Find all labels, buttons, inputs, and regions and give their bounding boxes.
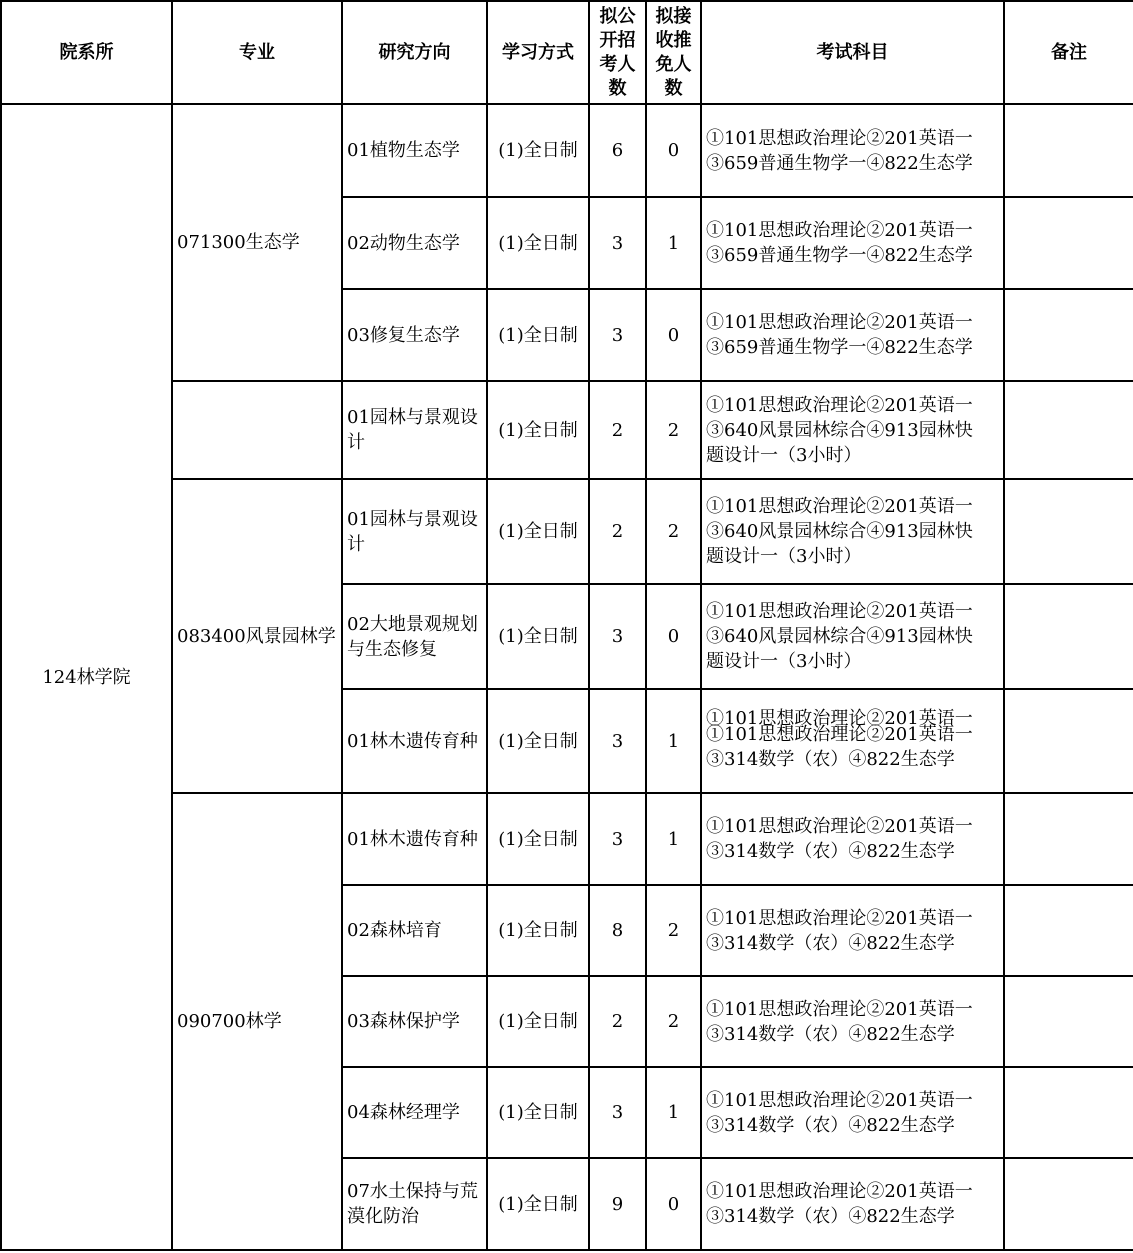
recommend-cell: 2 [646,479,701,584]
direction-cell: 02大地景观规划与生态修复 [342,584,487,689]
enroll-cell: 3 [589,689,646,793]
subjects-line: ③659普通生物学一④822生态学 [706,337,973,358]
note-cell [1004,689,1133,793]
subjects-cell [701,104,1004,197]
subjects-line: ①101思想政治理论②201英语一 [706,998,973,1020]
direction-cell: 01林木遗传育种 [342,793,487,885]
recommend-cell: 0 [646,104,701,197]
header-enroll: 拟公开招考人数 [589,1,646,104]
major-cell: 083400风景园林学 [172,479,342,793]
note-cell [1004,381,1133,479]
subjects-cell [701,885,1004,976]
major-cell: 071300生态学 [172,104,342,381]
direction-cell: 03森林保护学 [342,976,487,1067]
direction-cell: 01园林与景观设计 [342,381,487,479]
subjects-line: ①101思想政治理论②201英语一 [706,394,973,416]
enroll-cell: 3 [589,197,646,289]
mode-cell: (1)全日制 [487,885,589,976]
recommend-cell: 2 [646,976,701,1067]
mode-cell: (1)全日制 [487,1067,589,1158]
subjects-line: ③314数学（农）④822生态学 [706,932,955,954]
mode-cell: (1)全日制 [487,479,589,584]
enroll-cell: 9 [589,1158,646,1250]
recommend-cell: 1 [646,793,701,885]
subjects-line: ③314数学（农）④822生态学 [706,1206,955,1227]
table-row [1,104,1133,197]
mode-cell: (1)全日制 [487,584,589,689]
enroll-cell: 3 [589,1067,646,1158]
subjects-line: ③640风景园林综合④913园林快 [706,419,973,441]
recommend-cell: 0 [646,1158,701,1250]
enroll-cell: 2 [589,381,646,479]
subjects-cell [701,689,1004,793]
major-cell-empty [172,381,342,479]
enroll-cell: 3 [589,793,646,885]
note-cell [1004,584,1133,689]
direction-cell: 01园林与景观设计 [342,479,487,584]
direction-cell: 03修复生态学 [342,289,487,381]
mode-cell: (1)全日制 [487,289,589,381]
subjects-cell [701,479,1004,584]
subjects-line: ①101思想政治理论②201英语一 [706,127,973,149]
enroll-cell: 6 [589,104,646,197]
note-cell [1004,479,1133,584]
direction-cell: 02森林培育 [342,885,487,976]
subjects-line: ③640风景园林综合④913园林快 [706,521,973,542]
header-subjects: 考试科目 [701,1,1004,104]
enroll-cell: 8 [589,885,646,976]
recommend-cell: 1 [646,1067,701,1158]
direction-cell: 07水土保持与荒漠化防治 [342,1158,487,1250]
mode-cell: (1)全日制 [487,197,589,289]
direction-cell: 01林木遗传育种 [342,689,487,793]
mode-cell: (1)全日制 [487,976,589,1067]
subjects-line: ①101思想政治理论②201英语一 [706,220,973,241]
recommend-cell: 2 [646,381,701,479]
subjects-line: ③314数学（农）④822生态学 [706,1114,955,1136]
subjects-cell [701,197,1004,289]
subjects-line: ③659普通生物学一④822生态学 [706,245,973,266]
subjects-line: ①101思想政治理论②201英语一 [706,907,973,929]
direction-cell: 02动物生态学 [342,197,487,289]
subjects-line: ①101思想政治理论②201英语一 [706,601,973,622]
subjects-line: ③640风景园林综合④913园林快 [706,626,973,647]
subjects-cell [701,976,1004,1067]
subjects-line: ③314数学（农）④822生态学 [706,1023,955,1045]
enroll-cell: 2 [589,479,646,584]
enroll-cell: 3 [589,289,646,381]
subjects-line: ①101思想政治理论②201英语一 [706,724,973,745]
dept-cell: 124林学院 [1,104,172,1250]
subjects-line: 题设计一（3小时） [706,444,862,466]
subjects-cell [701,1067,1004,1158]
subjects-cell [701,381,1004,479]
subjects-line: 题设计一（3小时） [706,651,862,672]
subjects-line: ①101思想政治理论②201英语一 [706,816,973,837]
subjects-line: ①101思想政治理论②201英语一 [706,312,973,333]
major-cell: 090700林学 [172,793,342,1250]
header-row [1,1,1133,104]
recommend-cell: 1 [646,197,701,289]
note-cell [1004,793,1133,885]
subjects-line: ③659普通生物学一④822生态学 [706,152,973,174]
mode-cell: (1)全日制 [487,381,589,479]
enroll-cell: 2 [589,976,646,1067]
subjects-cell [701,289,1004,381]
note-cell [1004,976,1133,1067]
direction-cell: 01植物生态学 [342,104,487,197]
header-recommend: 拟接收推免人数 [646,1,701,104]
subjects-line-overlap: ①101思想政治理论②201英语一 [706,708,973,729]
recommend-cell: 2 [646,885,701,976]
subjects-cell [701,584,1004,689]
subjects-cell [701,1158,1004,1250]
subjects-line: 题设计一（3小时） [706,546,862,567]
mode-cell: (1)全日制 [487,689,589,793]
subjects-line: ①101思想政治理论②201英语一 [706,496,973,517]
recommend-cell: 0 [646,289,701,381]
mode-cell: (1)全日制 [487,793,589,885]
subjects-line: ③314数学（农）④822生态学 [706,841,955,862]
note-cell [1004,104,1133,197]
header-note: 备注 [1004,1,1133,104]
header-direction: 研究方向 [342,1,487,104]
subjects-line: ①101思想政治理论②201英语一 [706,1181,973,1202]
note-cell [1004,197,1133,289]
direction-cell: 04森林经理学 [342,1067,487,1158]
header-major: 专业 [172,1,342,104]
subjects-line: ③314数学（农）④822生态学 [706,749,955,770]
subjects-cell [701,793,1004,885]
header-mode: 学习方式 [487,1,589,104]
note-cell [1004,1067,1133,1158]
note-cell [1004,1158,1133,1250]
header-dept: 院系所 [1,1,172,104]
recommend-cell: 1 [646,689,701,793]
recommend-cell: 0 [646,584,701,689]
subjects-line: ①101思想政治理论②201英语一 [706,1089,973,1111]
mode-cell: (1)全日制 [487,104,589,197]
note-cell [1004,885,1133,976]
note-cell [1004,289,1133,381]
mode-cell: (1)全日制 [487,1158,589,1250]
enroll-cell: 3 [589,584,646,689]
